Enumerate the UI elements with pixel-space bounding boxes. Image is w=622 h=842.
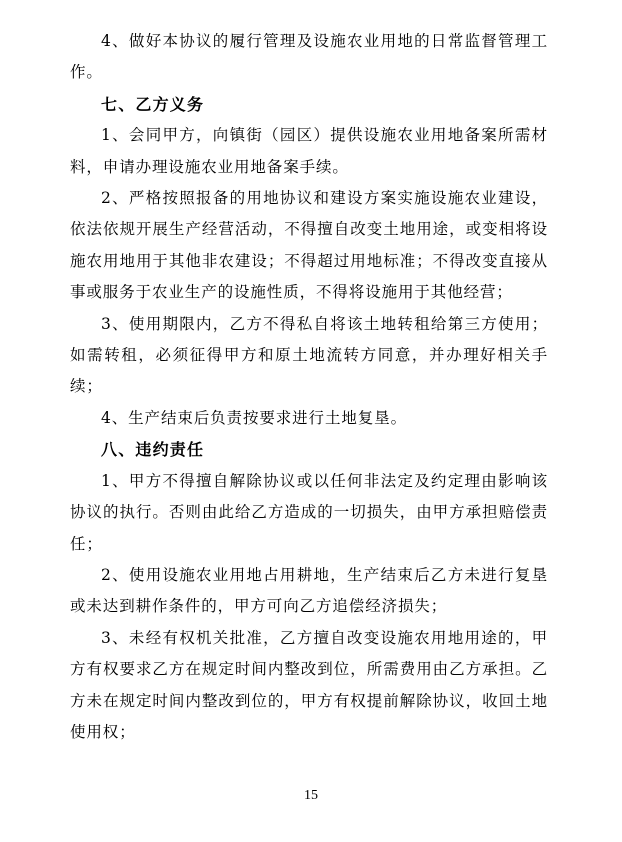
section-heading: 八、违约责任 (101, 440, 205, 460)
paragraph: 3、使用期限内，乙方不得私自将该土地转租给第三方使用；如需转租，必须征得甲方和原土地流转方同意，并办理好相关手续； (70, 314, 548, 396)
paragraph: 1、会同甲方，向镇街（园区）提供设施农业用地备案所需材料，申请办理设施农业用地备案手续。 (70, 126, 548, 176)
paragraph: 4、做好本协议的履行管理及设施农业用地的日常监督管理工作。 (70, 32, 548, 82)
paragraph: 2、使用设施农业用地占用耕地，生产结束后乙方未进行复垦或未达到耕作条件的，甲方可向乙方追偿经济损失； (70, 565, 548, 616)
paragraph: 3、未经有权机关批准，乙方擅自改变设施农用地用途的，甲方有权要求乙方在规定时间内整改到位，所需费用由乙方承担。乙方未在规定时间内整改到位的，甲方有权提前解除协议，收回土地使用权； (70, 628, 548, 741)
page-number: 15 (304, 788, 318, 803)
paragraph: 2、严格按照报备的用地协议和建设方案实施设施农业建设，依法依规开展生产经营活动，不得擅自改变土地用途，或变相将设施农用地用于其他非农建设；不得超过用地标准；不得改变直接从事或服务于农业生产的设施性质，不得将设施用于其他经营； (70, 189, 548, 302)
document-body (70, 26, 548, 748)
paragraph: 1、甲方不得擅自解除协议或以任何非法定及约定理由影响该协议的执行。否则由此给乙方造成的一切损失，由甲方承担赔偿责任； (70, 471, 548, 553)
section-heading: 七、乙方义务 (101, 94, 205, 114)
paragraph: 4、生产结束后负责按要求进行土地复垦。 (101, 408, 407, 427)
